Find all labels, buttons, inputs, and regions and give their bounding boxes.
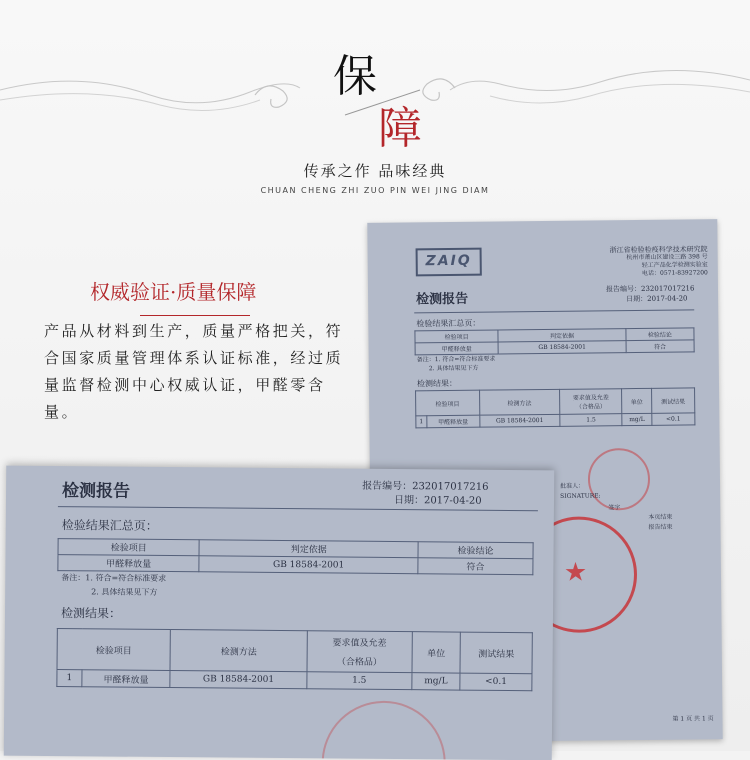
report-title: 检测报告	[416, 291, 469, 308]
front-note-2: 2. 具体结果见下方	[91, 587, 158, 597]
results-header-row	[416, 388, 695, 416]
front-results-title: 检测结果：	[60, 606, 122, 621]
authority-body: 产品从材料到生产，质量严格把关，符合国家质量管理体系认证标准，经过质量监督检测中心权威认证，甲醛零含量。	[44, 322, 344, 421]
front-summary-conclusion: 符合	[418, 558, 533, 575]
front-results-header-unit: 单位	[412, 632, 461, 673]
front-summary-header-conclusion: 检验结论	[418, 542, 533, 559]
front-results-header-result: 测试结果	[460, 632, 532, 674]
summary-header-basis: 判定依据	[498, 329, 626, 342]
summary-item: 甲醛释放量	[415, 342, 498, 355]
front-result-method: GB 18584-2001	[170, 671, 307, 689]
authority-underline	[140, 315, 250, 316]
results-header-item: 检验项目	[416, 390, 480, 416]
note-2: 2. 具体结果见下方	[428, 364, 479, 373]
front-requirement-label: 要求值及允差	[332, 638, 387, 649]
summary-header-conclusion: 检验结论	[626, 328, 694, 341]
institute-logo: ZAIQ	[416, 248, 482, 277]
authority-title: 权威验证·质量保障	[90, 280, 257, 304]
star-icon: ★	[563, 557, 588, 588]
approver-label: 批准人：	[560, 482, 585, 490]
signer-label: 签字	[608, 504, 621, 512]
results-header-unit: 单位	[622, 388, 652, 413]
front-results-header-method: 检测方法	[170, 630, 307, 672]
front-results-header-item: 检验项目	[57, 629, 171, 671]
report-document-front	[4, 466, 555, 760]
front-report-number-value: 232017017216	[412, 481, 489, 493]
page-end-label: 本页结束	[648, 513, 673, 521]
summary-header-item: 检验项目	[415, 330, 498, 343]
institute-address-1: 杭州市萧山区建设三路 398 号	[626, 253, 708, 262]
summary-conclusion: 符合	[626, 340, 694, 353]
results-title: 检测结果：	[416, 378, 458, 389]
results-data-row	[416, 413, 695, 428]
front-results-data-row	[57, 670, 532, 691]
report-date	[626, 293, 687, 304]
front-inspection-seal	[321, 700, 446, 760]
front-results-table	[56, 628, 532, 691]
front-summary-data-row	[58, 555, 533, 575]
results-header-requirement	[560, 389, 622, 415]
institute-name: 浙江省检验检疫科学技术研究院	[609, 245, 708, 255]
front-header-rule	[58, 506, 538, 511]
summary-data-row	[415, 340, 694, 355]
front-summary-header-basis: 判定依据	[199, 540, 418, 558]
results-header-method: 检测方法	[479, 389, 560, 415]
result-method: GB 18584-2001	[479, 414, 560, 427]
summary-table	[414, 327, 694, 355]
result-value: <0.1	[652, 413, 695, 425]
note-1: 备注：1. 符合=符合标准要求	[416, 355, 496, 364]
institute-phone: 电话：0571-83927200	[641, 269, 708, 277]
front-result-unit: mg/L	[412, 673, 461, 690]
header-rule	[414, 309, 694, 313]
front-results-header-requirement	[307, 631, 412, 673]
result-item: 甲醛释放量	[427, 415, 480, 428]
institute-header	[568, 245, 708, 278]
page-number: 第 1 页 共 1 页	[672, 715, 714, 723]
heading-char-zhang: 障	[378, 103, 422, 154]
report-number-label: 报告编号：	[605, 284, 642, 294]
front-results-header-row	[57, 629, 532, 674]
requirement-label: 要求值及允差	[572, 394, 609, 402]
result-unit: mg/L	[622, 413, 652, 425]
subtitle-pinyin: CHUAN CHENG ZHI ZUO PIN WEI JING DIAM	[260, 186, 490, 195]
front-report-number-label: 报告编号：	[362, 480, 413, 493]
inspection-seal	[588, 448, 651, 511]
subtitle-chinese: 传承之作 品味经典	[303, 162, 447, 180]
results-table	[415, 387, 695, 428]
report-date-label: 日期：	[626, 294, 648, 304]
front-summary-title: 检验结果汇总页：	[61, 518, 158, 533]
front-requirement-sub-label: （合格品）	[336, 657, 382, 668]
front-report-title: 检测报告	[61, 481, 131, 502]
results-header-result: 测试结果	[651, 388, 694, 413]
requirement-sub-label: （合格品）	[575, 403, 606, 411]
result-requirement: 1.5	[560, 414, 622, 427]
institute-address-2: 轻工产品化学检测实验室	[641, 261, 708, 269]
report-end-label: 报告结束	[648, 523, 673, 531]
report-number-value: 232017017216	[640, 284, 695, 293]
front-report-date-value: 2017-04-20	[423, 495, 482, 507]
front-result-value: <0.1	[460, 673, 532, 691]
front-note-1: 备注：1. 符合=符合标准要求	[61, 573, 167, 584]
front-summary-header-item: 检验项目	[58, 539, 200, 556]
heading-char-bao: 保	[333, 51, 377, 102]
summary-basis: GB 18584-2001	[498, 341, 626, 354]
front-summary-basis: GB 18584-2001	[199, 556, 418, 574]
front-result-item: 甲醛释放量	[82, 670, 170, 688]
front-summary-table	[57, 538, 533, 575]
front-result-requirement: 1.5	[307, 672, 412, 690]
signature-label: SIGNATURE:	[560, 492, 601, 500]
report-date-value: 2017-04-20	[647, 294, 688, 303]
result-index: 1	[416, 416, 427, 428]
front-report-date	[394, 491, 482, 507]
front-result-index: 1	[57, 670, 82, 687]
front-report-date-label: 日期：	[393, 494, 425, 507]
front-summary-item: 甲醛释放量	[58, 555, 200, 572]
summary-title: 检验结果汇总页：	[416, 318, 481, 329]
